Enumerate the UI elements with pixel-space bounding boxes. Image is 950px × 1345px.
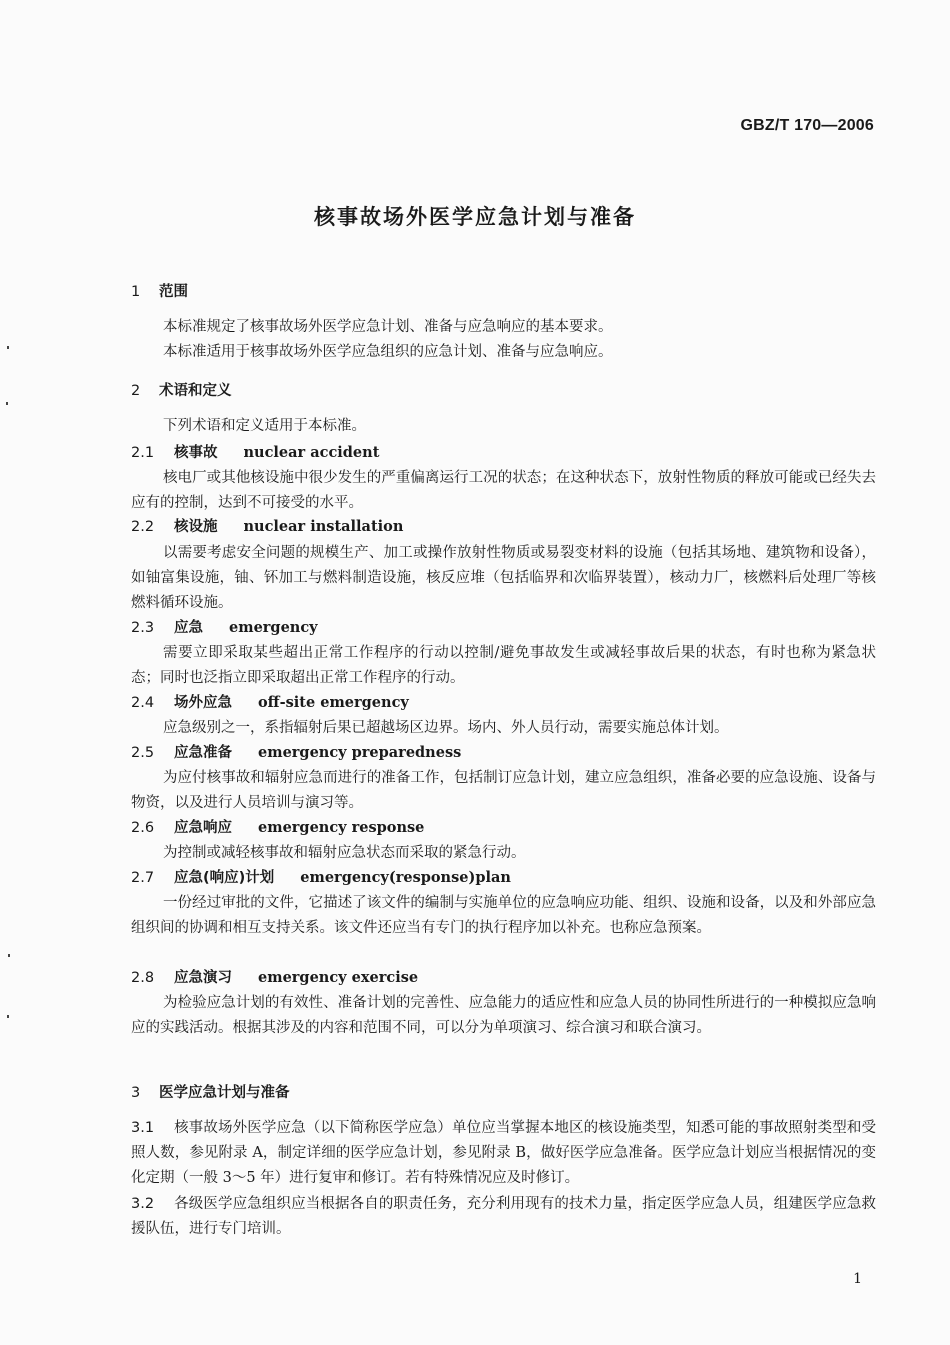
section-2-heading bbox=[131, 379, 232, 400]
term-definition: 为检验应急计划的有效性、准备计划的完善性、应急能力的适应性和应急人员的协同性所进行的一种模拟应急响应的实践活动。根据其涉及的内容和范围不同，可以分为单项演习、综合演习和联合演习。 bbox=[131, 995, 876, 1036]
scan-speck bbox=[6, 402, 8, 405]
term-english: nuclear installation bbox=[243, 518, 404, 535]
term-heading bbox=[131, 442, 876, 464]
section-title: 术语和定义 bbox=[159, 383, 232, 399]
clause-3-1 bbox=[131, 1116, 876, 1191]
section-3-heading bbox=[131, 1081, 290, 1102]
term-english: nuclear accident bbox=[243, 444, 380, 461]
term-heading bbox=[131, 516, 876, 538]
section-1-para-2: 本标准适用于核事故场外医学应急组织的应急计划、准备与应急响应。 bbox=[163, 344, 613, 360]
term-definition: 应急级别之一，系指辐射后果已超越场区边界。场内、外人员行动，需要实施总体计划。 bbox=[163, 720, 729, 736]
term-heading bbox=[131, 617, 876, 639]
term-number: 2.1 bbox=[131, 445, 155, 461]
term-chinese: 应急响应 bbox=[174, 820, 232, 836]
term-chinese: 应急 bbox=[174, 620, 203, 636]
section-title: 医学应急计划与准备 bbox=[159, 1085, 290, 1101]
section-1-heading bbox=[131, 280, 188, 301]
term-number: 2.3 bbox=[131, 620, 155, 636]
term-definition: 为控制或减轻核事故和辐射应急状态而采取的紧急行动。 bbox=[163, 845, 526, 861]
term-heading bbox=[131, 967, 876, 989]
term-number: 2.4 bbox=[131, 695, 155, 711]
term-english: emergency response bbox=[258, 819, 425, 836]
clause-text: 各级医学应急组织应当根据各自的职责任务，充分利用现有的技术力量，指定医学应急人员，组建医学应急救援队伍，进行专门培训。 bbox=[131, 1196, 876, 1237]
term-definition: 一份经过审批的文件，它描述了该文件的编制与实施单位的应急响应功能、组织、设施和设备，以及和外部应急组织间的协调和相互支持关系。该文件还应当有专门的执行程序加以补充。也称应急预案。 bbox=[131, 895, 876, 936]
term-heading bbox=[131, 867, 876, 889]
term-number: 2.2 bbox=[131, 519, 155, 535]
page-number: 1 bbox=[853, 1271, 862, 1287]
standard-code: GBZ/T 170—2006 bbox=[740, 117, 874, 134]
term-chinese: 场外应急 bbox=[174, 695, 232, 711]
section-number: 3 bbox=[131, 1085, 141, 1101]
term-chinese: 应急演习 bbox=[174, 970, 232, 986]
section-title: 范围 bbox=[159, 284, 188, 300]
term-english: emergency bbox=[229, 619, 318, 636]
clause-number: 3.2 bbox=[131, 1196, 155, 1212]
scan-speck bbox=[8, 954, 10, 957]
clause-3-2 bbox=[131, 1192, 876, 1242]
section-2-intro: 下列术语和定义适用于本标准。 bbox=[163, 418, 366, 434]
scan-speck bbox=[7, 1015, 9, 1018]
term-heading bbox=[131, 742, 876, 764]
term-number: 2.7 bbox=[131, 870, 155, 886]
term-heading bbox=[131, 817, 876, 839]
document-title: 核事故场外医学应急计划与准备 bbox=[314, 205, 636, 229]
term-definition: 核电厂或其他核设施中很少发生的严重偏离运行工况的状态；在这种状态下，放射性物质的释放可能或已经失去应有的控制，达到不可接受的水平。 bbox=[131, 470, 876, 511]
term-chinese: 应急(响应)计划 bbox=[174, 870, 275, 886]
term-english: emergency preparedness bbox=[258, 744, 462, 761]
term-chinese: 核事故 bbox=[174, 445, 218, 461]
term-definition: 为应付核事故和辐射应急而进行的准备工作，包括制订应急计划，建立应急组织，准备必要的应急设施、设备与物资，以及进行人员培训与演习等。 bbox=[131, 770, 876, 811]
clause-text: 核事故场外医学应急（以下简称医学应急）单位应当掌握本地区的核设施类型，知悉可能的事故照射类型和受照人数，参见附录 A，制定详细的医学应急计划，参见附录 B，做好医学应急准备。医学应急计划应当根据情况的变化定期（一般 3～5 年）进行复审和修订。若有特殊情况应及时修订。 bbox=[131, 1120, 876, 1186]
term-definition: 以需要考虑安全问题的规模生产、加工或操作放射性物质或易裂变材料的设施（包括其场地、建筑物和设备），如铀富集设施，铀、钚加工与燃料制造设施，核反应堆（包括临界和次临界装置），核动力厂，核燃料后处理厂等核燃料循环设施。 bbox=[131, 545, 876, 611]
term-definition: 需要立即采取某些超出正常工作程序的行动以控制/避免事故发生或减轻事故后果的状态，有时也称为紧急状态；同时也泛指立即采取超出正常工作程序的行动。 bbox=[131, 645, 876, 686]
section-1-para-1: 本标准规定了核事故场外医学应急计划、准备与应急响应的基本要求。 bbox=[163, 319, 613, 335]
term-english: off-site emergency bbox=[258, 694, 409, 711]
section-number: 2 bbox=[131, 383, 141, 399]
section-number: 1 bbox=[131, 284, 141, 300]
term-number: 2.5 bbox=[131, 745, 155, 761]
clause-number: 3.1 bbox=[131, 1120, 155, 1136]
term-english: emergency exercise bbox=[258, 969, 419, 986]
term-english: emergency(response)plan bbox=[300, 869, 511, 886]
term-chinese: 核设施 bbox=[174, 519, 218, 535]
term-number: 2.6 bbox=[131, 820, 155, 836]
term-number: 2.8 bbox=[131, 970, 155, 986]
term-chinese: 应急准备 bbox=[174, 745, 232, 761]
scan-speck bbox=[7, 346, 9, 349]
term-heading bbox=[131, 692, 876, 714]
